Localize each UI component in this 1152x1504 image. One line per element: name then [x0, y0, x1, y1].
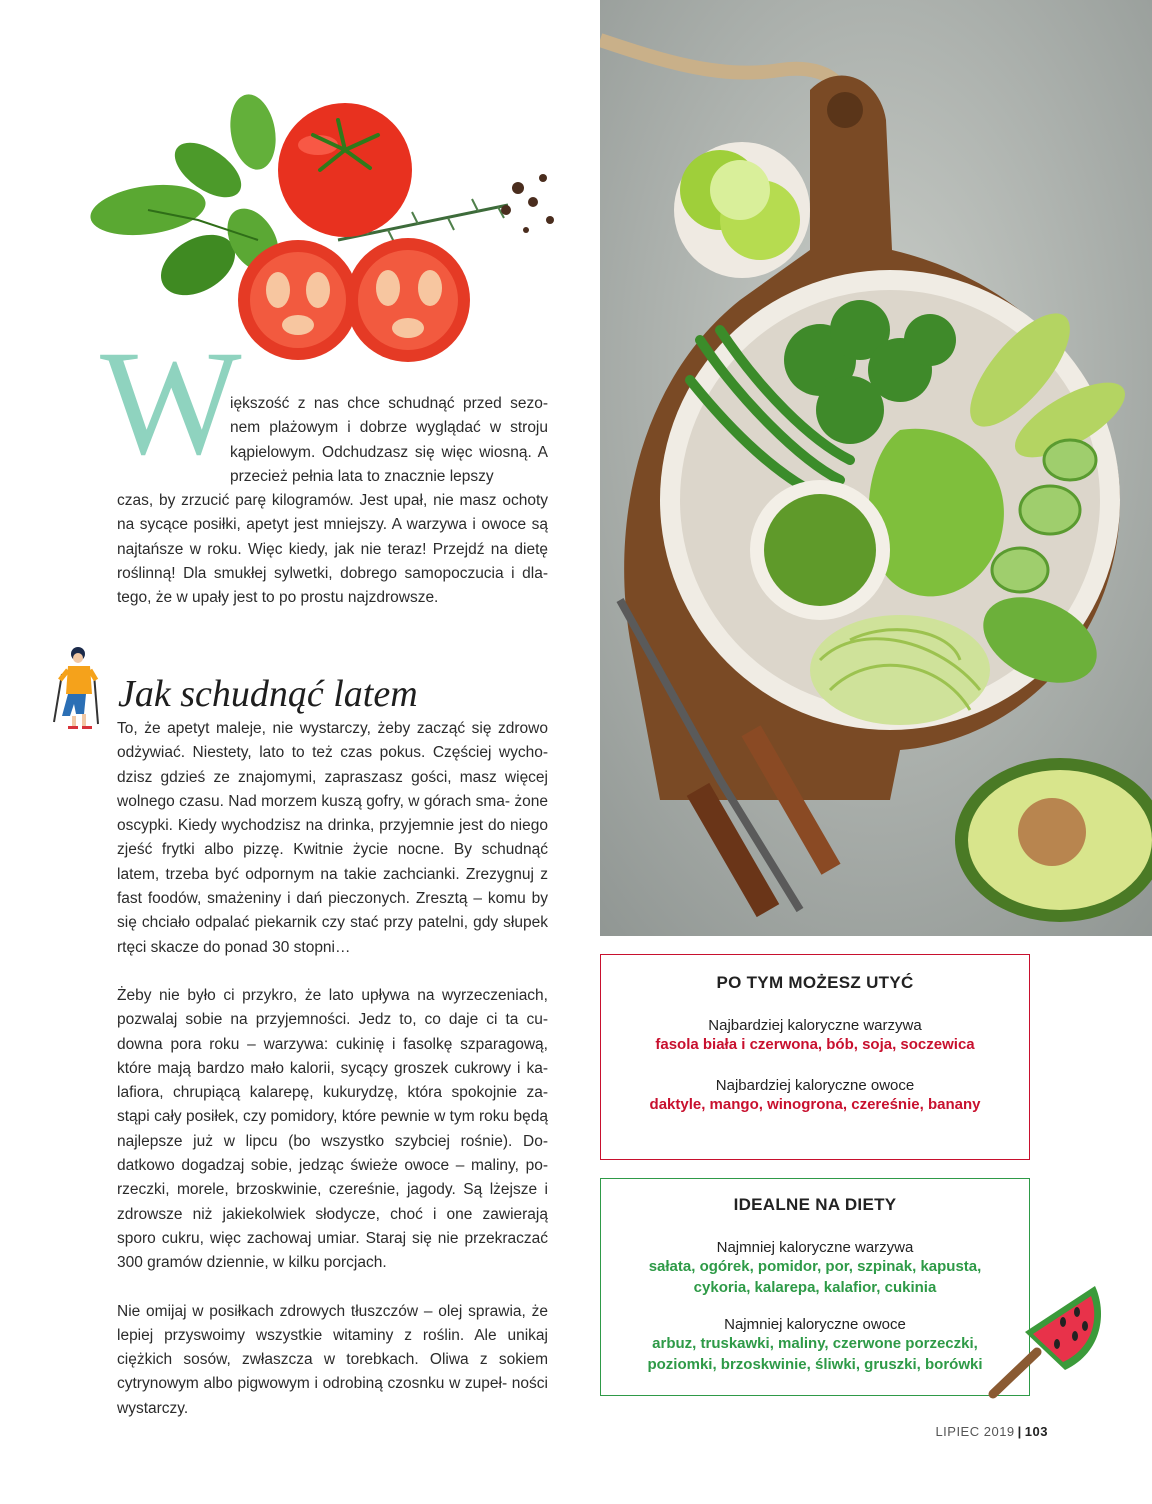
section-paragraph-1: To, że apetyt maleje, nie wystarczy, żeby zacząć się zdrowo odżywiać. Niestety, lato to też czas pokus. Częściej wycho- dzisz gdzieś ze znajomymi, zapraszasz gości, masz więcej wolnego czasu. Nad morzem kuszą gofry, w górach sma- żone oscypki. Kiedy wychodzisz na drinka, przyjemnie jest do niego zjeść frytki albo pizzę. Kwitnie życie nocne. By schudnąć latem, trzeba być odpornym na takie zachcianki. Zrezygnuj z fast foodów, smażeniny i dań pieczonych. Zresztą – komu by się chciało odpalać piekarnik czy stać przy patelni, gdy słupek rtęci skacze do ponad 30 stopni… — [117, 720, 548, 956]
diet-friendly-box — [600, 1178, 1030, 1396]
page-number: 103 — [1024, 1424, 1048, 1439]
vegetables-label: Najbardziej kaloryczne warzywa — [708, 1017, 922, 1034]
intro-paragraph-part-2: czas, by zrzucić parę kilogramów. Jest upał, nie masz ochoty na sycące posiłki, apetyt jest mniejszy. A warzywa i owoce są najtańsze w roku. Więc kiedy, jak nie teraz! Przejdź na dietę roślinną! Dla smukłej sylwetki, dobrego samopoczucia i dla- tego, że w upały jest to po prostu najzdrowsze. — [117, 492, 548, 607]
section-body — [117, 717, 548, 1421]
section-heading: Jak schudnąć latem — [118, 673, 418, 715]
vegetables-label: Najmniej kaloryczne warzywa — [716, 1239, 914, 1256]
hiker-icon — [48, 644, 110, 730]
section-paragraph-3: Nie omijaj w posiłkach zdrowych tłuszczów – olej sprawia, że lepiej przyswoimy wszystkie witaminy z roślin. Ale unikaj ciężkich sosów, zwłaszcza w torebkach. Oliwa z sokiem cytrynowym albo pigwowym i odrobiną czosnku w zupeł- ności wystarczy. — [117, 1302, 548, 1417]
intro-paragraph-part-1: iększość z nas chce schudnąć przed sezo- nem plażowym i dobrze wyglądać w stroju kąpielowym. Odchudzasz się więc wiosną. A przecież pełnia lata to znacznie lepszy — [230, 395, 548, 485]
footer-separator: | — [1017, 1424, 1022, 1439]
vegetables-list: fasola biała i czerwona, bób, soja, soczewica — [655, 1036, 975, 1053]
drop-cap: W — [100, 320, 242, 486]
fruits-list: daktyle, mango, winogrona, czereśnie, banany — [649, 1096, 981, 1113]
watermelon-icon — [985, 1282, 1110, 1404]
fruits-label: Najbardziej kaloryczne owoce — [715, 1077, 915, 1094]
section-paragraph-2: Żeby nie było ci przykro, że lato upływa na wyrzeczeniach, pozwalaj sobie na przyjemności. Jedz to, co daje ci ta cu- downa pora roku – warzywa: cukinię i fasolkę szparagową, które mają bardzo mało kalorii, sycący groszek cukrowy i ka- lafiora, chrupiącą kalarepę, kukurydzę, która spokojnie za- stąpi cały posiłek, czy pomidory, które pewnie w tym roku będą najlepsze już w lipcu (bo wszystko szybciej rośnie). Do- datkowo dogadzaj sobie, jedząc świeże owoce – maliny, po- rzeczki, morele, brzoskwinie, czereśnie, jagody. Są lżejsze i zdrowsze niż jakiekolwiek słodycze, choć i one zawierają sporo cukru, więc zachowaj umiar. Staraj się nie przekraczać 300 gramów dziennie, w kilku porcjach. — [117, 986, 548, 1272]
box-title: IDEALNE NA DIETY — [733, 1195, 897, 1214]
fruits-list-line-1: arbuz, truskawki, maliny, czerwone porzeczki, — [652, 1335, 978, 1352]
fruits-label: Najmniej kaloryczne owoce — [724, 1316, 906, 1333]
green-bowl-photo — [600, 0, 1152, 936]
box-title: PO TYM MOŻESZ UTYĆ — [716, 973, 914, 992]
vegetables-list-line-1: sałata, ogórek, pomidor, por, szpinak, kapusta, — [648, 1258, 982, 1275]
intro-text-first-lines — [230, 392, 548, 489]
page-footer — [935, 1424, 1048, 1439]
fruits-list-line-2: poziomki, brzoskwinie, śliwki, gruszki, borówki — [647, 1356, 983, 1373]
intro-text-continued — [117, 489, 548, 610]
issue-label: LIPIEC 2019 — [935, 1424, 1015, 1439]
high-calorie-box — [600, 954, 1030, 1160]
vegetables-list-line-2: cykoria, kalarepa, kalafior, cukinia — [693, 1279, 937, 1296]
